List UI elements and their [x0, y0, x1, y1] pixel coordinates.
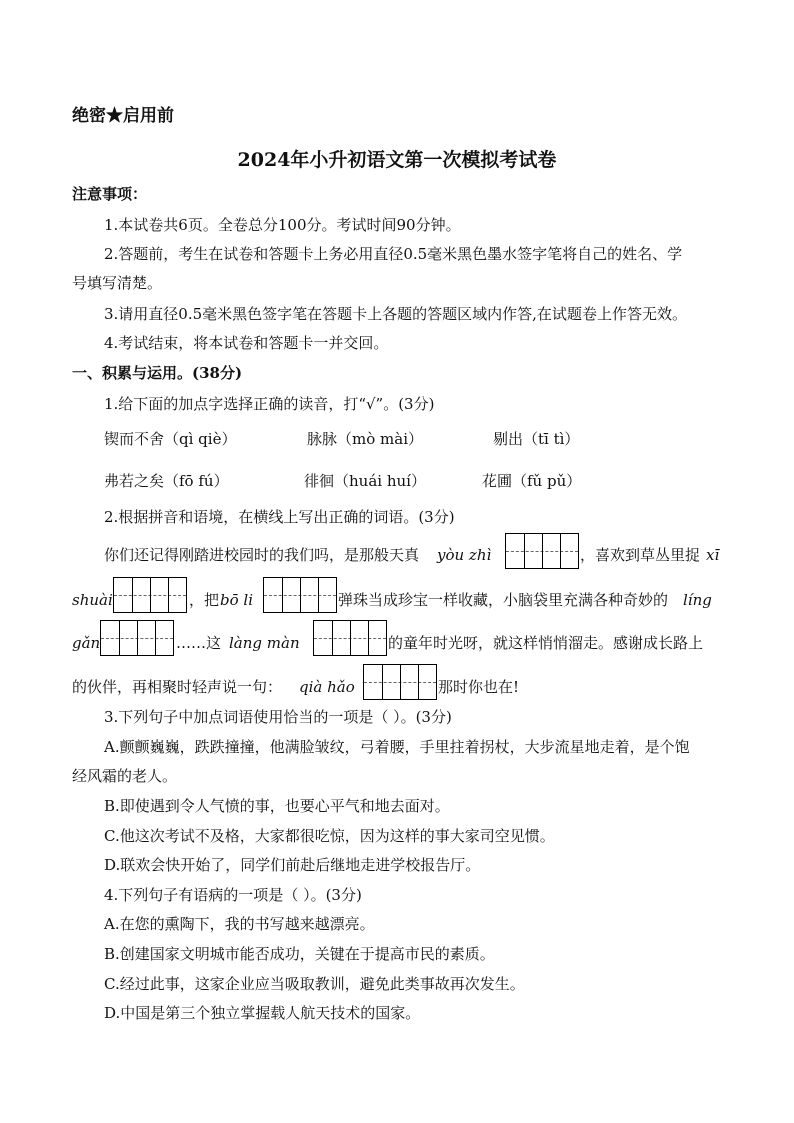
- q3-option-c: C.他这次考试不及格，大家都很吃惊，因为这样的事大家司空见惯。: [104, 827, 555, 845]
- notes-heading: 注意事项：: [72, 185, 148, 203]
- q2-text: 那时你也在!: [438, 678, 520, 696]
- q1-option: 花圃（fǔ pǔ）: [482, 472, 582, 490]
- q3-option-d: D.联欢会快开始了，同学们前赴后继地走进学校报告厅。: [104, 856, 481, 874]
- notes-item-3: 3.请用直径0.5毫米黑色签字笔在答题卡上各题的答题区域内作答,在试题卷上作答无效。: [104, 305, 687, 323]
- q2-answer-box-4[interactable]: [100, 620, 174, 656]
- q2-pinyin: shuài: [72, 591, 113, 609]
- q2-pinyin: gǎn: [72, 634, 101, 652]
- q2-text: 弹珠当成珍宝一样收藏，小脑袋里充满各种奇妙的: [338, 591, 669, 609]
- q4-stem: 4.下列句子有语病的一项是（ ）。(3分): [104, 886, 362, 904]
- q2-pinyin: làng màn: [229, 634, 300, 652]
- notes-item-2: 2.答题前，考生在试卷和答题卡上务必用直径0.5毫米黑色墨水签字笔将自己的姓名、学: [104, 245, 683, 263]
- q2-answer-box-1[interactable]: [505, 533, 579, 569]
- q4-option-d: D.中国是第三个独立掌握载人航天技术的国家。: [104, 1004, 421, 1022]
- confidential-mark: 绝密★启用前: [72, 106, 174, 126]
- q1-option: 锲而不舍（qì qiè）: [104, 430, 237, 448]
- q2-text: 的童年时光呀，就这样悄悄溜走。感谢成长路上: [388, 634, 704, 652]
- q4-option-c: C.经过此事，这家企业应当吸取教训，避免此类事故再次发生。: [104, 975, 525, 993]
- q4-option-b: B.创建国家文明城市能否成功，关键在于提高市民的素质。: [104, 945, 495, 963]
- q1-option: 脉脉（mò mài）: [307, 430, 423, 448]
- q2-pinyin: yòu zhì: [437, 546, 492, 564]
- notes-item-2-cont: 号填写清楚。: [72, 274, 163, 292]
- q3-option-a: A.颤颤巍巍，跌跌撞撞，他满脸皱纹，弓着腰，手里拄着拐杖，大步流星地走着，是个饱: [104, 738, 690, 756]
- q2-answer-box-6[interactable]: [363, 664, 437, 700]
- q1-option: 弗若之矣（fō fú）: [104, 472, 229, 490]
- q2-answer-box-5[interactable]: [313, 620, 387, 656]
- q4-option-a: A.在您的熏陶下，我的书写越来越漂亮。: [104, 915, 375, 933]
- q3-option-a-cont: 经风霜的老人。: [72, 767, 178, 785]
- q2-answer-box-3[interactable]: [263, 577, 337, 613]
- q2-text: ，喜欢到草丛里捉: [580, 546, 701, 564]
- q1-stem: 1.给下面的加点字选择正确的读音，打“√”。(3分): [104, 395, 435, 413]
- page-title: 2024年小升初语文第一次模拟考试卷: [237, 149, 557, 171]
- q2-pinyin: bō li: [220, 591, 253, 609]
- q2-text: 的伙伴，再相聚时轻声说一句：: [72, 678, 283, 696]
- q2-answer-box-2[interactable]: [113, 577, 187, 613]
- q2-text: 你们还记得刚踏进校园时的我们吗，是那般天真: [104, 546, 420, 564]
- q2-pinyin: líng: [683, 591, 712, 609]
- q1-option: 剔出（tī tì）: [493, 430, 580, 448]
- q3-option-b: B.即使遇到令人气愤的事，也要心平气和地去面对。: [104, 797, 450, 815]
- notes-item-4: 4.考试结束，将本试卷和答题卡一并交回。: [104, 334, 389, 352]
- q2-text: ，把: [189, 591, 220, 609]
- q2-stem: 2.根据拼音和语境，在横线上写出正确的词语。(3分): [104, 508, 455, 526]
- q1-option: 徘徊（huái huí）: [304, 472, 426, 490]
- section-1-heading: 一、积累与运用。(38分): [72, 364, 243, 382]
- q3-stem: 3.下列句子中加点词语使用恰当的一项是（ ）。(3分): [104, 708, 452, 726]
- q2-text: ……这: [176, 634, 222, 652]
- notes-item-1: 1.本试卷共6页。全卷总分100分。考试时间90分钟。: [104, 216, 461, 234]
- q2-pinyin: qià hǎo: [299, 678, 355, 696]
- q2-pinyin: xī: [706, 546, 720, 564]
